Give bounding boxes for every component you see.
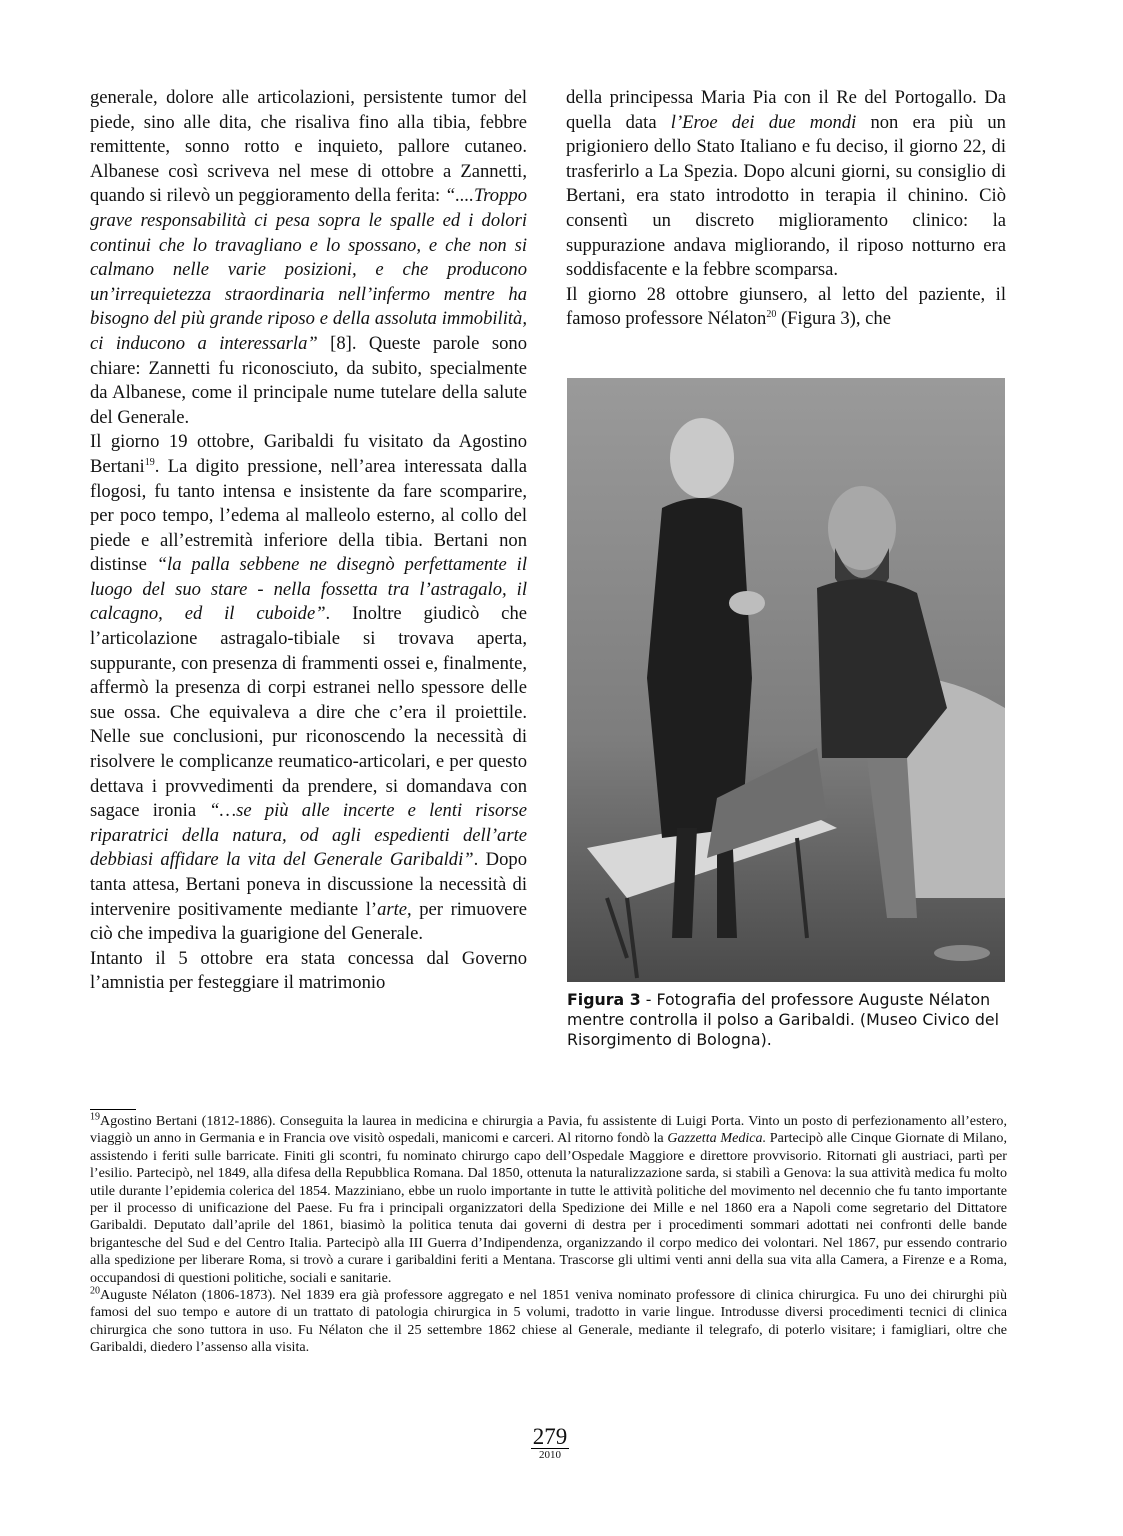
paragraph: Intanto il 5 ottobre era stata concessa dal Governo l’amnistia per festeggiare il matrimonio [90,947,527,994]
footnote-19: $^{19}$Agostino Bertani (1812-1886). Conseguita la laurea in medicina e chirurgia a Pavia, fu assistente di Luigi Porta. Vinto un posto di perfezionamento all’estero, viaggiò un anno in Germania e in Francia ove visitò ospedali, manicomi e carceri. Al ritorno fondò la Gazzetta Medica. Partecipò alle Cinque Giornate di Milano, assistendo i feriti sulle barricate. Finiti gli scontri, fu nominato chirurgo capo dell’Ospedale Maggiore e direttore provvisorio. Ritornati gli austriaci, partì per l’esilio. Partecipò, nel 1849, alla difesa della Repubblica Romana. Dal 1850, ottenuta la naturalizzazione sarda, si stabilì a Genova: la sua attività medica fu molto utile durante l’epidemia colerica del 1854. Mazziniano, ebbe un ruolo importante in tutte le attività politiche del movimento nel decennio che fu tanto importante per il processo di unificazione del Paese. Fu fra i principali organizzatori della Spedizione dei Mille e nel 1860 era a Napoli come segretario del Dittatore Garibaldi. Deputato dall’aprile del 1861, biasimò la politica tenuta dai governi di destra per i procedimenti sommari adottati nei confronti delle bande brigantesche del Sud e del Centro Italia. Partecipò alla III Guerra d’Indipendenza, organizzando il corpo medico dei volontari. Nel 1867, pur essendo contrario alla spedizione per liberare Roma, si trovò a curare i garibaldini feriti a Mentana. Trascorse gli ultimi venti anni della sua vita alla Camera, a Firenze e a Roma, occupandosi di questioni politiche, sociali e sanitarie. [90,1111,1007,1286]
quotation: “…se più alle incerte e lenti risorse riparatrici della natura, od agli espedienti dell’arte debbiasi affidare la vita del Generale Garibaldi” [90,800,527,871]
quotation: “....Troppo grave responsabilità ci pesa sopra le spalle ed i dolori continui che lo travagliano e lo spossano, e che non si calmano nelle varie posizioni, e che producono un’irrequietezza straordinaria nell’infermo mentre ha bisogno del più grande riposo e della assoluta immobilità, ci inducono a interessarla” [90,185,527,354]
figure-caption: Figura 3 - Fotografia del professore Auguste Nélaton mentre controlla il polso a Garibaldi. (Museo Civico del Risorgimento di Bologna). [567,990,1000,1049]
historic-photograph [567,378,1005,982]
paragraph: Il giorno 19 ottobre, Garibaldi fu visitato da Agostino Bertani$^{19}$. La digito pressione, nell’area interessata dalla flogosi, fu tanto intensa e insistente da fare scomparire, per poco tempo, l’edema al malleolo esterno, al collo del piede e all’estremità inferiore della tibia. Bertani non distinse “la palla sebbene ne disegnò perfettamente il luogo del suo stare - nella fossetta tra l’astragalo, il calcagno, ed il cuboide”. Inoltre giudicò che l’articolazione astragalo-tibiale si trovava aperta, suppurante, con presenza di frammenti ossei e, finalmente, affermò la presenza di corpi estranei nello spessore delle sue ossa. Che equivaleva a dire che c’era il proiettile. Nelle sue conclusioni, pur riconoscendo la necessità di risolvere le complicanze reumatico-articolari, e per questo dettava i provvedimenti da prendere, si domandava con sagace ironia “…se più alle incerte e lenti risorse riparatrici della natura, od agli espedienti dell’arte debbiasi affidare la vita del Generale Garibaldi”. Dopo tanta attesa, Bertani poneva in discussione la necessità di intervenire positivamente mediante l’arte, per rimuovere ciò che impediva la guarigione del Generale. [90,431,527,945]
left-text-column [90,86,527,996]
paragraph: Il giorno 28 ottobre giunsero, al letto del paziente, il famoso professore Nélaton$^{20}$ (Figura 3), che [566,283,1006,330]
footnote-ref: 19 [144,456,155,468]
footnotes [90,1113,1007,1357]
footnote-20: $^{20}$Auguste Nélaton (1806-1873). Nel 1839 era già professore aggregato e nel 1851 veniva nominato professore di clinica chirurgica. Fu uno dei chirurghi più famosi del suo tempo e autore di un trattato di patologia chirurgica in 5 volumi, tradotto in varie lingue. Introdusse diversi procedimenti tecnici di clinica chirurgica che sono tuttora in uso. Fu Nélaton che il 25 settembre 1862 chiese al Generale, mediante il telegrafo, di poterlo visitare; i famigliari, oltre che Garibaldi, diedero l’assenso alla visita. [90,1285,1007,1356]
quotation: “la palla sebbene ne disegnò perfettamente il luogo del suo stare - nella fossetta tra l’astragalo, il calcagno, ed il cuboide” [90,554,527,625]
paragraph: della principessa Maria Pia con il Re del Portogallo. Da quella data l’Eroe dei due mondi non era più un prigioniero dello Stato Italiano e fu deciso, il giorno 22, di trasferirlo a La Spezia. Dopo alcuni giorni, su consiglio di Bertani, era stato introdotto in terapia il chinino. Ciò consentì un discreto miglioramento clinico: la suppurazione andava migliorando, il riposo notturno era soddisfacente e la febbre scomparsa. [566,87,1006,281]
paragraph: generale, dolore alle articolazioni, persistente tumor del piede, sino alle dita, che risaliva fino alla tibia, febbre remittente, sonno rotto e inquieto, pallore cutaneo. Albanese così scriveva nel mese di ottobre a Zannetti, quando si rilevò un peggioramento della ferita: “....Troppo grave responsabilità ci pesa sopra le spalle ed i dolori continui che lo travagliano e lo spossano, e che non si calmano nelle varie posizioni, e che producono un’irrequietezza straordinaria nell’infermo mentre ha bisogno del più grande riposo e della assoluta immobilità, ci inducono a interessarla” [8]. Queste parole sono chiare: Zannetti fu riconosciuto, da subito, specialmente da Albanese, come il principale nume tutelare della salute del Generale. [90,87,528,428]
figure-label: Figura 3 [567,990,641,1009]
page-number: 279 [532,1424,568,1449]
footnote-divider [90,1109,136,1110]
footnote-ref: 20 [766,309,777,321]
right-text-column [566,86,1006,332]
page-year: 2010 [500,1449,600,1461]
